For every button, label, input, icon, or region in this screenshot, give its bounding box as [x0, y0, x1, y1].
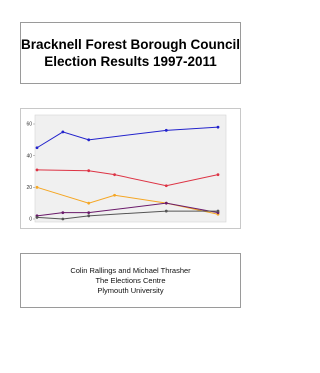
title-line-2: Election Results 1997-2011 — [44, 54, 217, 69]
series-0-point-2 — [87, 138, 90, 141]
series-0-point-3 — [165, 129, 168, 132]
title-box — [20, 22, 241, 84]
series-4-point-2 — [87, 214, 90, 217]
credit-authors: Colin Rallings and Michael Thrasher — [70, 265, 191, 275]
title-line-1: Bracknell Forest Borough Council — [20, 37, 241, 52]
y-tick-label-3: 60 — [26, 121, 32, 128]
line-chart — [21, 109, 242, 230]
series-1-point-1 — [87, 169, 90, 172]
series-1-point-0 — [36, 169, 39, 172]
series-4-point-0 — [36, 216, 39, 219]
series-2-point-0 — [36, 186, 39, 189]
series-4-point-1 — [61, 218, 64, 221]
series-1-point-3 — [165, 184, 168, 187]
series-0-point-0 — [36, 146, 39, 149]
series-3-point-1 — [61, 211, 64, 214]
series-4-point-3 — [165, 210, 168, 213]
series-1-point-2 — [113, 173, 116, 176]
y-tick-label-0: 0 — [29, 216, 32, 223]
series-3-point-3 — [165, 202, 168, 205]
chart-box — [20, 108, 241, 229]
series-0-point-1 — [61, 131, 64, 134]
credit-university: Plymouth University — [97, 285, 164, 295]
series-4-point-4 — [217, 210, 220, 213]
credit-institution: The Elections Centre — [95, 275, 166, 285]
series-2-point-1 — [87, 202, 90, 205]
series-0-point-4 — [217, 126, 220, 129]
series-3-point-2 — [87, 211, 90, 214]
series-2-point-2 — [113, 194, 116, 197]
y-tick-label-2: 40 — [26, 153, 32, 160]
y-tick-label-1: 20 — [26, 185, 32, 192]
series-1-point-4 — [217, 173, 220, 176]
credit-box — [20, 253, 241, 308]
